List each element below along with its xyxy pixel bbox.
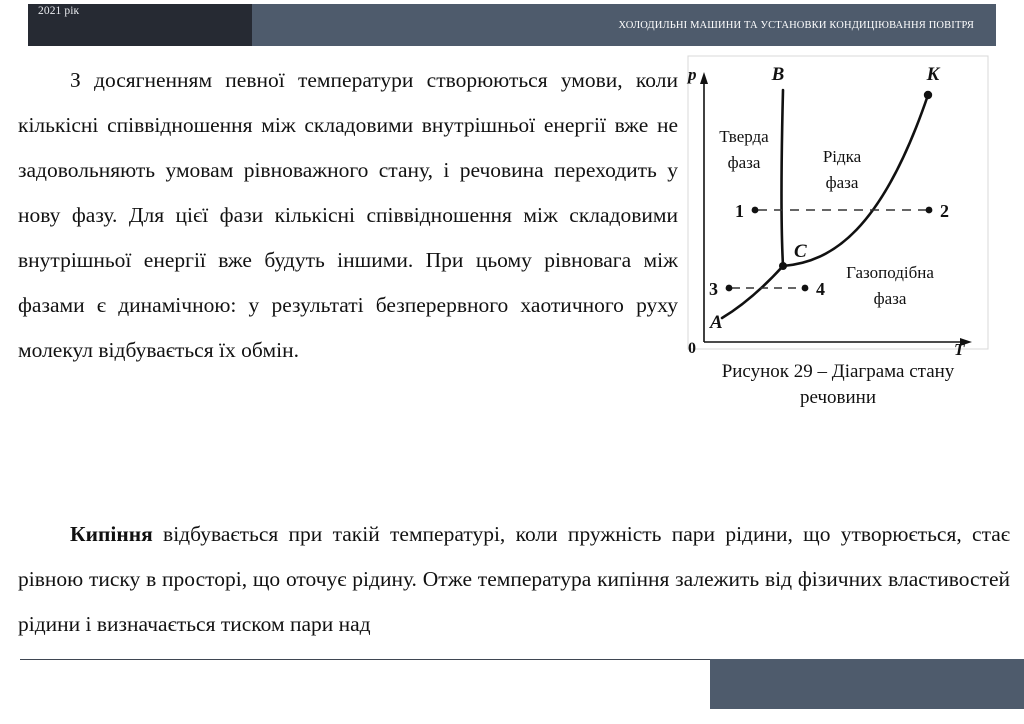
critical-point-marker — [924, 91, 932, 99]
phase-diagram-svg — [682, 50, 994, 355]
state-point-label-1: 1 — [735, 201, 744, 221]
y-axis-label: p — [688, 65, 697, 84]
footer-rule — [20, 659, 710, 660]
paragraph-two — [18, 512, 1010, 647]
phase-diagram — [682, 50, 994, 355]
point-1-marker — [752, 207, 759, 214]
paragraph-two-lead: Кипіння — [70, 522, 153, 546]
region-label-gas-line1: Газоподібна — [846, 263, 934, 282]
origin-label: 0 — [688, 340, 696, 355]
curve-label-b: B — [771, 64, 785, 85]
region-label-solid-line1: Тверда — [719, 127, 769, 146]
state-point-label-3: 3 — [709, 279, 718, 299]
x-axis-label: T — [954, 340, 965, 355]
point-2-marker — [926, 207, 933, 214]
state-point-label-2: 2 — [940, 201, 949, 221]
region-label-solid-line2: фаза — [727, 153, 761, 172]
header-year-label: 2021 рік — [38, 5, 80, 17]
melting-curve-cb — [782, 90, 784, 266]
state-point-label-4: 4 — [816, 279, 825, 299]
triple-point-marker — [779, 262, 787, 270]
figure-29 — [682, 50, 994, 411]
figure-caption: Рисунок 29 – Діаграма стану речовини — [721, 361, 955, 408]
region-label-gas-line2: фаза — [873, 289, 907, 308]
paragraph-two-rest: відбувається при такій температурі, коли пружність пари рідини, що утворюється, стає рівною тиску в просторі, що оточує рідину. Отже температура кипіння залежить від фізичних властивостей рідини і визначається тиском пари над — [18, 522, 1010, 636]
paragraph-one: З досягненням певної температури створюються умови, коли кількісні співвідношення між складовими внутрішньої енергії вже не задовольняють умовам рівноважного стану, і речовина переходить у нову фазу. Для цієї фази кількісні співвідношення між складовими внутрішньої енергії вже будуть іншими. При цьому рівновага між фазами є динамічною: у результаті безперервного хаотичного руху молекул відбувається їх обмін. — [18, 68, 678, 362]
point-3-marker — [726, 285, 733, 292]
footer-block — [710, 659, 1024, 709]
header-title: ХОЛОДИЛЬНІ МАШИНИ ТА УСТАНОВКИ КОНДИЦІЮВАННЯ ПОВІТРЯ — [618, 20, 974, 31]
curve-label-k: K — [926, 64, 940, 85]
region-label-liquid-line2: фаза — [825, 173, 859, 192]
curve-label-c: C — [794, 241, 807, 262]
region-label-liquid-line1: Рідка — [822, 147, 862, 166]
point-4-marker — [802, 285, 809, 292]
curve-label-a: A — [710, 312, 723, 333]
